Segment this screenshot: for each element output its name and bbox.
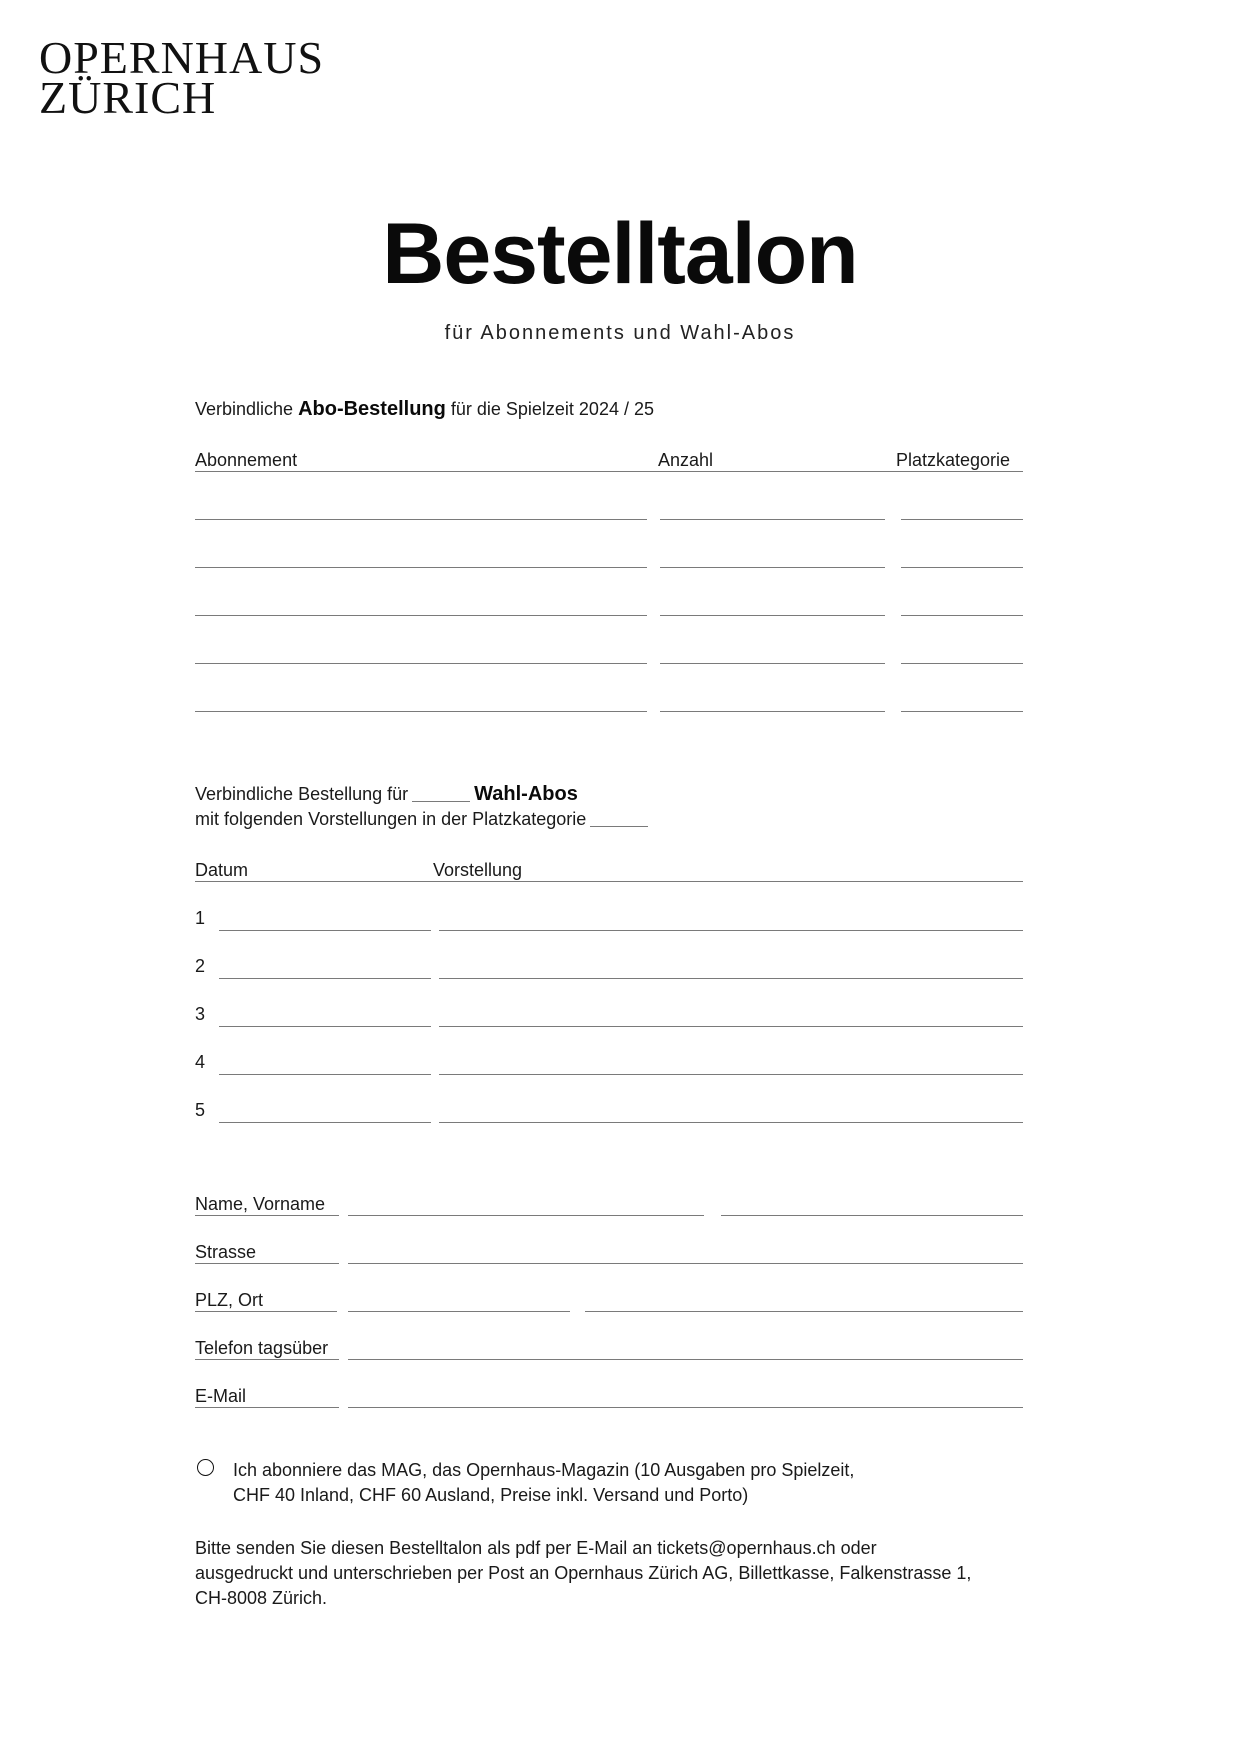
col-header-vorstellung: Vorstellung	[433, 860, 523, 880]
abo-anzahl-input-1[interactable]	[660, 494, 885, 518]
abo-header-rule	[195, 471, 1023, 472]
abo-name-line-5	[195, 711, 647, 712]
abo-kategorie-line-1	[901, 519, 1023, 520]
wahl-datum-line-4	[219, 1074, 431, 1075]
wahl-datum-input-1[interactable]	[219, 905, 431, 929]
wahl-row-number: 5	[195, 1100, 206, 1120]
wahl-vorstellung-input-3[interactable]	[439, 1001, 1023, 1025]
telefon-line	[348, 1359, 1023, 1360]
abo-anzahl-line-3	[660, 615, 885, 616]
wahl-datum-line-1	[219, 930, 431, 931]
wahl-vorstellung-line-4	[439, 1074, 1023, 1075]
opernhaus-logo	[39, 32, 325, 123]
col-header-anzahl: Anzahl	[658, 450, 714, 470]
abo-kategorie-line-3	[901, 615, 1023, 616]
abo-name-input-2[interactable]	[195, 542, 647, 566]
col-header-abonnement: Abonnement	[195, 450, 298, 470]
abo-anzahl-input-3[interactable]	[660, 590, 885, 614]
email-label: E-Mail	[195, 1385, 339, 1408]
abo-anzahl-input-2[interactable]	[660, 542, 885, 566]
abo-kategorie-input-4[interactable]	[901, 638, 1023, 662]
wahl-intro-bold: Wahl-Abos	[474, 783, 578, 805]
wahl-datum-line-2	[219, 978, 431, 979]
abo-anzahl-line-5	[660, 711, 885, 712]
abo-name-line-3	[195, 615, 647, 616]
abo-anzahl-line-1	[660, 519, 885, 520]
email-input[interactable]	[348, 1382, 1023, 1406]
page-title: Bestelltalon	[382, 206, 858, 302]
abo-kategorie-input-3[interactable]	[901, 590, 1023, 614]
name-line	[348, 1215, 704, 1216]
ort-line	[585, 1311, 1023, 1312]
mag-option-text: Ich abonniere das MAG, das Opernhaus-Magazin (10 Ausgaben pro Spielzeit, CHF 40 Inland, CHF 60 Ausland, Preise inkl. Versand und Porto)	[233, 1460, 855, 1505]
wahl-vorstellung-line-3	[439, 1026, 1023, 1027]
wahl-row-number: 1	[195, 908, 206, 928]
abo-name-input-4[interactable]	[195, 638, 647, 662]
abo-kategorie-line-4	[901, 663, 1023, 664]
wahl-datum-input-3[interactable]	[219, 1001, 431, 1025]
abo-name-line-1	[195, 519, 647, 520]
email-line	[348, 1407, 1023, 1408]
wahl-vorstellung-line-1	[439, 930, 1023, 931]
abo-intro-bold: Abo-Bestellung	[298, 398, 446, 420]
strasse-label: Strasse	[195, 1241, 339, 1264]
abo-kategorie-input-2[interactable]	[901, 542, 1023, 566]
wahl-datum-line-5	[219, 1122, 431, 1123]
name-label: Name, Vorname	[195, 1193, 339, 1216]
vorname-line	[721, 1215, 1023, 1216]
wahl-vorstellung-input-1[interactable]	[439, 905, 1023, 929]
wahl-kategorie-blank[interactable]	[590, 826, 648, 827]
wahl-vorstellung-input-4[interactable]	[439, 1049, 1023, 1073]
abo-intro: Verbindliche Abo-Bestellung für die Spielzeit 2024 / 25	[195, 398, 654, 420]
abo-kategorie-input-5[interactable]	[901, 686, 1023, 710]
wahl-datum-input-5[interactable]	[219, 1097, 431, 1121]
abo-anzahl-line-2	[660, 567, 885, 568]
col-header-platzkategorie: Platzkategorie	[896, 450, 1011, 470]
abo-kategorie-input-1[interactable]	[901, 494, 1023, 518]
mag-subscribe-radio[interactable]	[197, 1459, 214, 1476]
strasse-line	[348, 1263, 1023, 1264]
abo-anzahl-line-4	[660, 663, 885, 664]
wahl-vorstellung-line-2	[439, 978, 1023, 979]
logo-line-2: ZÜRICH	[39, 72, 217, 123]
wahl-vorstellung-input-5[interactable]	[439, 1097, 1023, 1121]
ort-input[interactable]	[585, 1286, 1023, 1310]
abo-name-input-3[interactable]	[195, 590, 647, 614]
abo-anzahl-input-5[interactable]	[660, 686, 885, 710]
telefon-label: Telefon tagsüber	[195, 1337, 339, 1360]
abo-name-line-2	[195, 567, 647, 568]
wahl-header-rule	[195, 881, 1023, 882]
col-header-datum: Datum	[195, 860, 249, 880]
wahl-vorstellung-line-5	[439, 1122, 1023, 1123]
wahl-row-number: 4	[195, 1052, 206, 1072]
abo-name-input-1[interactable]	[195, 494, 647, 518]
wahl-datum-input-2[interactable]	[219, 953, 431, 977]
wahl-row-number: 2	[195, 956, 206, 976]
wahl-intro-line-2: mit folgenden Vorstellungen in der Platzkategorie	[195, 809, 652, 830]
name-input[interactable]	[348, 1190, 704, 1214]
abo-kategorie-line-2	[901, 567, 1023, 568]
abo-anzahl-input-4[interactable]	[660, 638, 885, 662]
wahl-datum-line-3	[219, 1026, 431, 1027]
page-subtitle: für Abonnements und Wahl-Abos	[444, 322, 796, 344]
wahl-count-blank[interactable]	[412, 801, 470, 802]
plz-ort-label: PLZ, Ort	[195, 1289, 337, 1312]
wahl-datum-input-4[interactable]	[219, 1049, 431, 1073]
vorname-input[interactable]	[721, 1190, 1023, 1214]
wahl-row-number: 3	[195, 1004, 206, 1024]
plz-input[interactable]	[348, 1286, 570, 1310]
footer-instructions: Bitte senden Sie diesen Bestelltalon als pdf per E-Mail an tickets@opernhaus.ch oder ausgedruckt und unterschrieben per Post an Opernhaus Zürich AG, Billettkasse, Falkenstrasse 1, CH-8008 Zürich.	[195, 1538, 972, 1608]
abo-kategorie-line-5	[901, 711, 1023, 712]
telefon-input[interactable]	[348, 1334, 1023, 1358]
plz-line	[348, 1311, 570, 1312]
abo-name-line-4	[195, 663, 647, 664]
strasse-input[interactable]	[348, 1238, 1023, 1262]
abo-name-input-5[interactable]	[195, 686, 647, 710]
logo-line-1: OPERNHAUS	[39, 32, 325, 83]
wahl-vorstellung-input-2[interactable]	[439, 953, 1023, 977]
wahl-intro-line-1: Verbindliche Bestellung für Wahl-Abos	[195, 783, 578, 805]
